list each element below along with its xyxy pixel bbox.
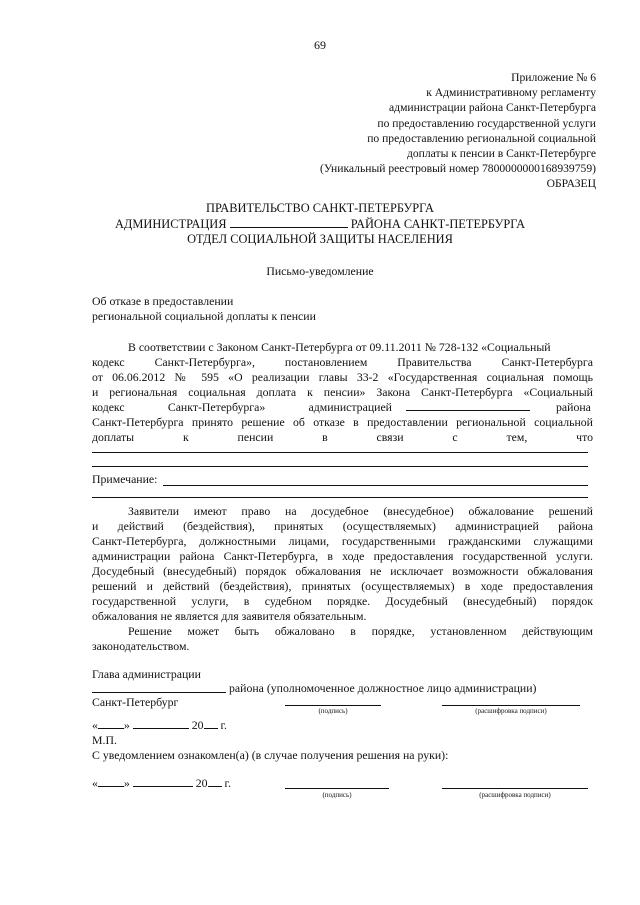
date-quote-close: »: [123, 718, 130, 732]
district-blank: [406, 410, 530, 411]
subject-line: региональной социальной доплаты к пенсии: [92, 309, 316, 323]
document-header: [0, 201, 640, 248]
authorized-official: района (уполномоченное должностное лицо администрации): [229, 681, 537, 695]
signature-decode-caption: (расшифровка подписи): [479, 791, 551, 799]
appendix-block: [320, 70, 596, 192]
body-line: района: [556, 400, 591, 414]
body-line: Санкт-Петербурга принято решение об отказе в предоставлении региональной социальной: [92, 415, 593, 429]
head-of-administration: Глава администрации: [92, 667, 201, 681]
city-label: Санкт-Петербург: [92, 695, 179, 709]
day-blank: [98, 718, 124, 729]
body-line: В соответствии с Законом Санкт-Петербурга от 09.11.2011 № 728-132 «Социальный: [128, 340, 551, 354]
letter-title: Письмо-уведомление: [266, 264, 374, 278]
appendix-line: по предоставлению региональной социальной: [367, 131, 596, 145]
appendix-line: (Уникальный реестровый номер 7800000000168939759): [320, 162, 596, 176]
reason-blank-line: [92, 466, 588, 467]
stamp-label: М.П.: [92, 733, 117, 747]
appeal-line: обжалования не является для заявителя обязательным.: [92, 609, 367, 623]
day-blank: [98, 776, 124, 787]
administration-title: [0, 217, 640, 233]
appeal-line: государственной услуги, в судебном порядке. Досудебный (внесудебный) порядок: [92, 594, 593, 608]
note-blank-line: [92, 497, 588, 498]
decision-line: Решение может быть обжаловано в порядке, установленном действующим: [128, 624, 593, 638]
year-blank: [208, 776, 222, 787]
month-blank: [133, 718, 189, 729]
district-blank: [230, 217, 348, 228]
date-field: [92, 776, 231, 791]
appeal-line: Заявители имеют право на досудебное (внесудебное) обжалование решений: [128, 504, 593, 518]
signature-caption: (подпись): [318, 707, 348, 715]
date-field: [92, 718, 227, 733]
page-number: 69: [314, 38, 326, 52]
year-blank: [204, 718, 218, 729]
note-blank-line: [163, 485, 588, 486]
body-line: от 06.06.2012 № 595 «О реализации главы 33-2 «Государственная социальная помощь: [92, 370, 593, 384]
signature-line: [285, 705, 381, 706]
appendix-line: администрации района Санкт-Петербурга: [389, 101, 596, 115]
district-blank: [92, 692, 226, 693]
signature-line: [285, 788, 389, 789]
appendix-line: Приложение № 6: [511, 71, 596, 84]
appendix-line: доплаты к пенсии в Санкт-Петербурге: [406, 147, 596, 161]
appeal-line: Досудебный (внесудебный) порядок обжалования не исключает возможности обжалования: [92, 564, 593, 578]
appeal-line: Санкт-Петербурга, должностными лицами, государственными гражданскими служащими: [92, 534, 593, 548]
year-prefix: 20: [191, 718, 204, 732]
year-suffix: г.: [224, 776, 231, 790]
year-prefix: 20: [195, 776, 208, 790]
date-quote-close: »: [123, 776, 130, 790]
sample-label: ОБРАЗЕЦ: [546, 177, 596, 191]
department-title: ОТДЕЛ СОЦИАЛЬНОЙ ЗАЩИТЫ НАСЕЛЕНИЯ: [187, 232, 453, 246]
government-title: ПРАВИТЕЛЬСТВО САНКТ-ПЕТЕРБУРГА: [206, 201, 434, 215]
appeal-line: и действий (бездействия), принятых (осуществляемых) администрацией района: [92, 519, 593, 533]
month-blank: [133, 776, 193, 787]
appendix-line: к Административному регламенту: [426, 86, 596, 100]
date-quote-open: «: [92, 718, 98, 732]
decision-line: законодательством.: [92, 639, 190, 653]
administration-prefix: АДМИНИСТРАЦИЯ: [114, 216, 227, 231]
body-line: доплаты к пенсии в связи с тем, что: [92, 430, 593, 444]
body-line: кодекс Санкт-Петербурга», постановлением Правительства Санкт-Петербурга: [92, 355, 593, 369]
signature-decode-line: [442, 788, 588, 789]
body-line: кодекс Санкт-Петербурга» администрацией: [92, 400, 392, 414]
signature-caption: (подпись): [322, 791, 352, 799]
appeal-line: администрации района Санкт-Петербурга, в ходе предоставления государственной услуги.: [92, 549, 593, 563]
subject-line: Об отказе в предоставлении: [92, 294, 234, 308]
date-quote-open: «: [92, 776, 98, 790]
body-line: и региональная социальная доплата к пенсии» Закона Санкт-Петербурга «Социальный: [92, 385, 593, 399]
administration-suffix: РАЙОНА САНКТ-ПЕТЕРБУРГА: [350, 216, 526, 231]
signature-decode-line: [442, 705, 580, 706]
appendix-line: по предоставлению государственной услуги: [377, 116, 596, 130]
year-suffix: г.: [220, 718, 227, 732]
appeal-line: решений и действий (бездействия), принятых (осуществляемых) в ходе предоставления: [92, 579, 593, 593]
reason-blank-line: [92, 452, 588, 453]
acknowledged-label: С уведомлением ознакомлен(а) (в случае получения решения на руки):: [92, 748, 449, 762]
signature-decode-caption: (расшифровка подписи): [475, 707, 547, 715]
note-label: Примечание:: [92, 472, 158, 486]
